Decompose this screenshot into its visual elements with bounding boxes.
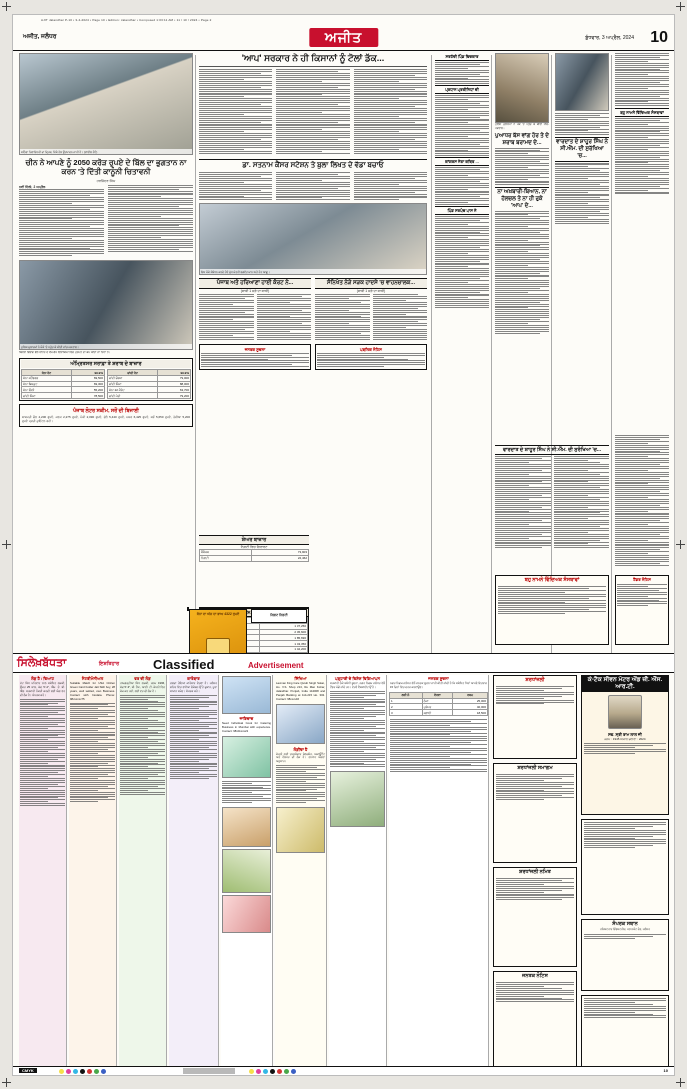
registration-mark-bottomleft [2,1078,11,1087]
brief-4-body [435,216,489,308]
address-ad-text: ਰਜਿਸਟਰਾਰ ਇੰਡਸਟਰੀਜ਼, ਪਠਾਨਕੋਟ ਰੋਡ, ਜਲੰਧਰ [599,927,650,931]
classified-column-1-filler [19,698,66,809]
third-body-b [257,294,312,341]
classified-column-5-body: Need Individual Cook for Catering Business in Mumbai with experience. Contact: 9810xxxx22 [222,721,271,733]
second-body-col-c [354,172,427,201]
address-ad-body [582,932,668,942]
notice-row-2-c: 40,000 [453,704,488,710]
col6-headline: ਪੁਆਧਰ ਬੱਸ ਵਾਂਗ ਹੋਰ ਤੇ ਦੇ ਸ਼ਰਾਬ ਬਰਾਮਦ ਦੇ... [495,132,549,146]
dot-cyan [73,1069,78,1074]
notice-row-1-c: 25,000 [453,698,488,704]
gold-row-1-value: 69,300 [71,381,104,387]
col6-body2 [495,211,549,334]
notice-illustration [222,676,271,714]
index-row-0-value: 73,903 [251,550,308,556]
classified-column-1-head: ਲੋੜ ਹੈ / ਵਿਆਹ [31,676,54,681]
raid-photo [495,53,549,123]
col6-body [495,148,549,185]
classified-column-6-body-2: ਕੰਪਨੀ ਲਈ ਤਜਰਬੇਕਾਰ ਸੇਲਜ਼ਮੈਨ, ਅਕਾਊਂਟੈਂਟ ਅਤੇ ਹੈਲਪਰ ਦੀ ਲੋੜ ਹੈ। ਤਨਖਾਹ ਯੋਗਤਾ ਅਨੁਸਾਰ। [276,751,325,764]
photo-credit-line: ਬਿਜਲੀ ਵਿਭਾਗ ਵੱਲੋਂ ਸ਼ਹਿਰ ਦੇ ਵੱਖ-ਵੱਖ ਇਲਾਕਿਆਂ ਵਿਚ ਮੁਰੰਮਤ ਦਾ ਕੰਮ ਕੀਤਾ ਜਾ ਰਿਹਾ ਹੈ। [19,351,111,355]
lead-photo-caption: ਬਠਿੰਡਾ ਰਿਫ਼ਾਇਨਰੀ ਦਾ ਦ੍ਰਿਸ਼, ਜਿੱਥੇ ਤੇਲ ਉਤਪਾਦਨ ਜਾਰੀ ਹੈ। (ਫ਼ਾਈਲ ਫੋਟੋ) [20,149,192,154]
column-seven [555,53,609,225]
event-photo-caption: ਇਸ ਮੌਕੇ ਸੰਬੋਧਨ ਕਰਦੇ ਹੋਏ ਮੁੱਖ ਮੰਤਰੀ ਭਗਵੰਤ ਮਾਨ ਅਤੇ ਹੋਰ ਆਗੂ। [200,269,426,274]
third-body-a [199,294,254,341]
bse-row-1-value: 1 37,250 [259,623,307,629]
notice-row-3-a: 3 [390,710,423,716]
col7-photo [555,53,609,111]
lead-headline: ਚੀਨ ਨੇ ਆਪਣੇ ਨੂੰ 2050 ਕਰੋੜ ਰੁਪਏ ਦੇ ਬਿੱਲ ਦਾ ਭੁਗਤਾਨ ਨਾ ਕਰਨ 'ਤੇ ਦਿੱਤੀ ਕਾਨੂੰਨੀ ਚਿਤਾਵਨੀ [25,158,187,177]
classified-column-6 [275,675,327,1067]
tender-notice-head: ਟੈਂਡਰ ਨੋਟਿਸ [633,577,651,582]
memorial-photo-ad-head: ਕੇ-ਟੈਕ ਸੀਵਨ ਮੋਟਰ ਐਂਡ ਜ਼ੀ. ਐੱਸ. ਆਰ.ਟੀ. [582,676,668,692]
dot-green-2 [284,1069,289,1074]
column-rule-5 [611,55,612,655]
second-body-col-a [199,172,272,201]
cmyk-label: CMYK [19,1068,37,1073]
bse-head: ਐੱਸ. [200,608,308,617]
third-headline: ਪੰਜਾਬ ਅਤੇ ਹਰਿਆਣਾ ਹਾਈ ਕੋਰਟ ਨੇ... [199,278,311,289]
classified-column-8 [389,675,489,1067]
ad-illustration-bottom [330,771,385,827]
col8-body-c [615,435,669,565]
share-market-note: ਨਿਫ਼ਟੀ ਵਿਚ ਗਿਰਾਵਟ [240,545,268,549]
column-rule-3 [491,55,492,655]
police-photo [19,260,193,350]
silver-row-0-label: ਚਾਂਦੀ ਚੌਰਸਾ [108,375,158,381]
registration-mark-midright [676,540,685,549]
public-notice-left [199,344,311,371]
medical-illustration [222,736,271,778]
dot-yellow [59,1069,64,1074]
registration-mark-bottomright [676,1078,685,1087]
classified-column-3-body: ਰਾਮਗੜ੍ਹੀਆ ਸਿੱਖ ਲੜਕੀ, ਜਨਮ 1996, ਕੱਦ 5'-3", ਬੀ. ਟੈੱਕ., ਆਈ. ਟੀ. ਕੰਪਨੀ ਵਿਚ ਕੰਮ ਕਰ ਰਹੀ, ਲਈ ਵਰ ਦੀ ਲੋੜ ਹੈ। [120,681,165,693]
brief-1-body [435,62,489,84]
column-left [19,53,193,427]
classified-word-advert: Advertisement [248,661,304,670]
column-six [495,53,549,335]
col8-body-a [615,53,669,106]
brief-3-head: ਕਾਂਗਰਸ ਨੇਤਾ ਕਥਿਤ ... [435,157,489,166]
lower-right-body-b [554,456,610,549]
dot-green [94,1069,99,1074]
classified-column-4-body: ਚਲਦਾ ਹੋਇਆ ਕਾਰੋਬਾਰ ਵੇਚਣਾ ਹੈ। ਜਲੰਧਰ ਸ਼ਹਿਰ ਵਿਚ ਵਧੀਆ ਲੋਕੇਸ਼ਨ ਉੱਤੇ ਦੁਕਾਨ, ਪੂਰਾ ਸਾਮਾਨ ਸਮੇਤ। ਸੰਪਰਕ ਕਰੋ। [170,681,217,693]
gold-promo-text: ਸੋਨਾ ਦਾ ਅੱਜ ਦਾ ਭਾਅ 4322 ਰੁਪਏ [196,612,240,616]
gold-row-0-value: 69,500 [71,375,104,381]
education-promo-illustration [276,807,325,853]
notice-table-h1: ਲੜੀ ਨੰ. [390,692,423,698]
fourth-note: (ਬਾਕੀ 1 ਸਫ਼ੇ ਦਾ ਬਾਕੀ) [356,289,386,294]
second-body-col-b [276,172,349,201]
memorial-ad-3 [493,867,577,967]
notice-row-2-a: 2 [390,704,423,710]
dot-blue-2 [291,1069,296,1074]
public-notice-right [315,344,427,371]
gold-rate-table [21,369,105,399]
notice-row-1-b: ਠੇਕਾ [422,698,453,704]
page-number: 10 [650,29,668,46]
column-rule-2 [431,55,432,655]
gold-row-2-value: 55,200 [71,387,104,393]
memorial-ad-1 [493,675,577,759]
final-ad-body [582,996,668,1021]
memorial-portrait [608,695,642,729]
memorial-photo-ad [581,675,669,815]
property-illustration [276,704,325,744]
column-briefs [435,53,489,309]
address-ad [581,919,669,991]
classified-column-3-filler [119,694,166,797]
classified-column-5 [221,675,273,1067]
classified-column-2 [69,675,117,1067]
classified-column-6-filler [275,764,326,805]
memorial-ad-2-body [494,772,576,803]
notice-table-h2: ਵੇਰਵਾ [422,692,453,698]
classified-column-7-head: ਪੜ੍ਹਾਈ ਦੇ ਵਿਸ਼ੇਸ਼ ਵਿਗਿਆਪਨ [335,676,380,681]
memorial-ad-2-head: ਸ਼ਰਧਾਂਜਲੀ ਸਮਾਗਮ [517,765,553,771]
registration-mark-topleft [2,2,11,11]
gold-label: ਸੋਨਾ ਰੇਟ [22,370,72,376]
dot-yellow-2 [249,1069,254,1074]
col8-box-head: ਬਹੁ ਨਾਮਨੇ ਵਿੱਦਿਅਕ ਸੰਸਥਾਵਾਂ [615,108,669,117]
event-photo [199,203,427,275]
classified-column-3-head: ਵਰ ਦੀ ਲੋੜ [134,676,151,681]
silver-row-2-label: ਸੋਨਾ 22 ਕੈਰੇਟ [108,387,158,393]
dot-magenta-2 [256,1069,261,1074]
silver-row-3-label: ਚਾਂਦੀ ਪੱਤੀ [108,393,158,399]
notice-table-h3: ਰਕਮ [453,692,488,698]
issue-date: ਬੁੱਧਵਾਰ, 3 ਅਪ੍ਰੈਲ, 2024 [585,35,634,41]
bse-row-5-value: 1 42,200 [259,646,307,652]
classified-logo: ਸਿਲੇਖ਼ਬੱਧਤਾ [17,657,67,669]
fourth-body-b [373,294,428,341]
classified-notice-head: ਜਨਤਕ ਸੂਚਨਾ [428,676,449,681]
colour-dots-mid [249,1069,296,1074]
second-headline: ਡਾ. ਸਤਨਾਮ ਕੈਂਸਰ ਸਟੇਸ਼ਨ ਤੇ ਬੁਲਾ ਲਿਖਤ ਦੇ ਵੱਡਾ ਬਚਾਓ [199,159,427,171]
registration-mark-topright [676,2,685,11]
classified-column-5-filler [221,780,272,805]
bottom-grey-block [183,1068,235,1074]
press-slug-strip: AJIT Jalandhar P-10 • 3-4-2024 • Page 10 • Edition: Jalandhar • Composed 1:03:11 AM • 11 / 10 / 2024 • Page 2 [41,18,212,22]
contact-ad-body [582,820,668,851]
bse-row-3-value: 1 85,690 [259,635,307,641]
edition-label: ਅਜੀਤ, ਜਲੰਧਰ [23,34,57,40]
gold-tag: 99.9% [71,370,104,376]
tender-notice-box [615,575,669,645]
classified-column-2-head: ਮੈਟਰੀਮੋਨੀਅਲ [81,676,104,681]
index-table [199,549,309,562]
classified-column-4-head: ਕਾਰੋਬਾਰ [187,676,200,681]
main-body-col-c [354,69,427,154]
brief-3-body [435,167,489,204]
gift-nifty-box [251,609,307,623]
main-body-col-b [276,69,349,154]
classified-column-6-body: Laxman King Care Qutub Singh Solan, Ho. V.S. Shop 213, Re Man Kohar, Jalandhar. Punjab, India 144008 and Panjab Banking at 114-215 Ho. 302. Contact: 98xxxx46 [276,681,325,701]
crop-rate-ad [19,404,193,427]
lower-right-body-a [495,456,551,549]
fourth-headline: ਸੰਨਿਖੇਤ ਨੇੜੇ ਸੜਕ ਹਾਦਸੇ 'ਚ ਵਾਹਨਚਾਲਕ... [315,278,427,289]
memorial-ad-1-body [494,684,576,707]
column-rule-1 [195,55,196,655]
newspaper-page [12,14,675,1076]
classified-column-7-filler [329,690,386,770]
memorial-ad-3-body [494,876,576,903]
classified-notice-table [389,692,488,716]
classified-column-1 [19,675,67,1067]
lead-body-lines-a [19,189,104,255]
colour-dots-left [59,1069,106,1074]
main-headline: 'ਆਪ' ਸਰਕਾਰ ਨੇ ਹੀ ਕਿਸਾਨਾਂ ਨੂੰ ਟੋਲਾਂ ਡੱਕ... [241,53,385,63]
silver-row-2-value: 63,700 [158,387,191,393]
final-ad [581,995,669,1067]
market-box [19,358,193,401]
memorial-ad-3-head: ਸ਼ਰਧਾਂਜਲੀ ਨਮਿਤ [519,869,551,875]
classified-column-2-filler [69,702,116,805]
fourth-body-a [315,294,370,341]
bse-row-4-value: 1 43,350 [259,641,307,647]
classified-column-8-filler [389,718,488,774]
share-market-head: ਸ਼ੇਅਰ ਬਾਜ਼ਾਰ [199,535,309,545]
memorial-ad-4-head: ਜਨਤਕ ਨੋਟਿਸ [522,973,548,979]
brief-2-body [435,95,489,156]
classified-column-7 [329,675,387,1067]
col6-sub-headline: ਨਾ ਅਖ਼ਬਾਰੀ-ਬਿਆਨ, ਨਾ ਹੱਲਚਲ ਤੇ ਨਾ ਹੀ ਰੁਕੇ 'ਆਪ' ਦੇ... [495,187,549,210]
col7-body [555,163,609,224]
bse-row-2-value: 2 45,600 [259,629,307,635]
dot-magenta [66,1069,71,1074]
lead-body-col-b [108,185,193,257]
crop-rate-ad-text: ਬਾਸਮਤੀ ਚੌਲ 4,200 ਰੁਪਏ, ਕਣਕ 2,275 ਰੁਪਏ, ਮੱਕੀ 2,090 ਰੁਪਏ, ਛੋਲੇ 5,440 ਰੁਪਏ, ਮਸਰ 6,425 ਰੁਪਏ, ਸਰੋਂ 5,650 ਰੁਪਏ, ਤੋਰੀਆ 5,200 ਰੁਪਏ ਪ੍ਰਤੀ ਕੁਇੰਟਲ ਰਹੀ। [22,415,190,424]
classified-column-6-head: ਸਿੱਖਿਆ [294,676,307,681]
market-box-head: ਅੰਮ੍ਰਿਤਸਰ ਸਰਾਫ਼ਾ ਤੇ ਸ਼ਰਾਬ ਦੇ ਬਾਜ਼ਾਰ [21,360,191,368]
col7-body-top [555,113,609,135]
silver-row-1-label: ਚਾਂਦੀ ਸਿੱਕਾ [108,381,158,387]
classified-column-2-body: Suitable Match for USA Citizen Green Card holder Jatt Sikh boy, 28 years, well settled, own Business. Contact with biodata. Phone: 98xxxxxx75 [70,681,115,701]
main-headline-rule [199,66,427,67]
memorial-ad-1-head: ਸ਼ਰਧਾਂਜਲੀ [525,677,545,683]
dot-blue [101,1069,106,1074]
memorial-ad-2 [493,763,577,863]
notice-row-3-b: ਸਫ਼ਾਈ [422,710,453,716]
ajit-logo: ਅਜੀਤ [309,28,378,47]
jobs-illustration [222,895,271,933]
address-ad-head: ਸੰਪਰਕ ਸਥਾਨ [612,921,638,927]
gold-row-1-label: ਸੋਨਾ ਬਿਸਕੁਟ [22,381,72,387]
brief-1-head: ਸਰਹੱਦੀ ਪਿੰਡ ਵਿਚਕਾਰ [435,53,489,61]
gold-row-0-label: ਸੋਨਾ ਸਟੈਂਡਰਡ [22,375,72,381]
house-illustration [222,849,271,893]
press-colour-bar [13,1066,674,1075]
share-market-column [199,535,309,562]
classified-column-5-head: ਜਾਇਦਾਦ [239,716,254,721]
col8-body-b [615,118,669,194]
brief-4-head: ਪਿੰਡ ਸਰਪੰਚ ਪਾਸ ਨੇ [435,206,489,215]
memorial-photo-ad-body [582,741,668,757]
police-photo-caption: ਪੁਲਿਸ ਮੁਲਾਜ਼ਮਾਂ ਨੇ ਮੌਕੇ 'ਤੇ ਪਹੁੰਚ ਕੇ ਕੀਤੀ ਜਾਂਚ-ਪੜਤਾਲ। [20,344,192,349]
classified-sub-logo: ਇਸ਼ਤਿਹਾਰ [99,661,120,667]
silver-row-3-value: 79,200 [158,393,191,399]
registration-mark-midleft [2,540,11,549]
classified-column-6-head-2: ਲੋੜੀਂਦਾ ਹੈ [293,746,308,752]
brief-2-head: ਪ੍ਰਧਾਨ ਪ੍ਰਤੀਨਿਧਾਂ ਦੀ [435,85,489,94]
gold-row-3-value: 78,500 [71,393,104,399]
memorial-name: ਸਵ. ਸ੍ਰੀ ਰਾਮ ਲਾਲ ਜੀ [608,732,642,737]
lead-body-col-a [19,185,104,257]
notice-row-3-c: 18,500 [453,710,488,716]
lead-dateline: ਨਵੀਂ ਦਿੱਲੀ, 2 ਅਪ੍ਰੈਲ [19,184,46,189]
dot-black-2 [270,1069,275,1074]
memorial-ad-4-body [494,980,576,1005]
classified-notice-body: ਨਗਰ ਨਿਗਮ ਜਲੰਧਰ ਵੱਲੋਂ ਜਨਤਕ ਸੂਚਨਾ ਜਾਰੀ ਕੀਤੀ ਜਾਂਦੀ ਹੈ ਕਿ ਸਬੰਧਿਤ ਧਿਰਾਂ ਆਪਣੇ ਇਤਰਾਜ਼ 15 ਦਿਨਾਂ ਵਿਚ ਦਰਜ ਕਰਵਾਉਣ। [390,681,487,689]
institution-ad-body [496,584,608,617]
lead-byline: ਹਰਜਿੰਦਰ ਸਿੰਘ [96,178,116,183]
public-notice-left-head: ਜਨਤਕ ਸੂਚਨਾ [244,346,266,352]
notice-row-2-b: ਮੁਰੰਮਤ [422,704,453,710]
dot-black [80,1069,85,1074]
silver-row-1-value: 88,000 [158,381,191,387]
column-rule-4 [551,55,552,655]
dot-red [87,1069,92,1074]
notice-row-1-a: 1 [390,698,423,704]
institution-ad-head: ਬਹੁ ਨਾਮਨੇ ਵਿੱਦਿਅਕ ਸੰਸਥਾਵਾਂ [524,577,580,583]
dot-cyan-2 [263,1069,268,1074]
third-note: (ਬਾਕੀ 1 ਸਫ਼ੇ ਦਾ ਬਾਕੀ) [240,289,270,294]
silver-label: ਚਾਂਦੀ ਰੇਟ [108,370,158,376]
lead-body-lines-b [108,185,193,251]
dot-red-2 [277,1069,282,1074]
index-row-1-label: ਨਿਫ਼ਟੀ [200,555,252,561]
classified-column-1-body: ਜੱਟ ਸਿੱਖ ਪਰਿਵਾਰ ਨਾਲ ਸਬੰਧਿਤ ਲੜਕੀ, ਉਮਰ 25 ਸਾਲ, ਕੱਦ 5'-4", ਐੱਮ. ਏ. ਬੀ. ਐੱਡ. ਸਰਕਾਰੀ ਨੌਕਰੀ ਕਰਦੀ ਲਈ ਯੋਗ ਵਰ ਦੀ ਲੋੜ ਹੈ। ਸੰਪਰਕ ਕਰੋ। [20,681,65,697]
classified-column-4 [169,675,219,1067]
index-row-0-label: ਸੈਂਸੈਕਸ [200,550,252,556]
third-story [199,278,311,340]
gift-nifty-label: ਗਿਫ਼ਟ ਨਿਫ਼ਟੀ [270,613,288,617]
public-notice-right-head: ਪਬਲਿਕ ਨੋਟਿਸ [360,346,382,352]
column-eight-lower [615,435,669,567]
institution-ad-box [495,575,609,645]
classified-column-3 [119,675,167,1067]
col7-headline: ਵਾਰਦਾਤ ਦੇ ਸ਼ਾਹੂਰ ਸਿੰਘ ਨੇ ਸੀ.ਐੱਮ. ਦੀ ਸੁਰੱਖਿਆ 'ਚ... [555,137,609,162]
lead-photo [19,53,193,155]
index-row-1-value: 22,462 [251,555,308,561]
classified-word: Classified [153,657,215,672]
main-body-col-a [199,69,272,154]
crop-rate-ad-head: ਪੰਜਾਬ ਲੋਟਰ ਸਕੀਮ, ਸਰੋਂ ਦੀ ਬਿਜਾਈ [73,408,139,415]
bottom-page-number: 10 [663,1068,668,1073]
masthead [13,25,674,51]
gold-row-3-label: ਚਾਂਦੀ ਸਿੱਕਾ [22,393,72,399]
fourth-story [315,278,427,340]
lower-right-block [495,445,609,549]
silver-rate-table [107,369,191,399]
raid-photo-caption: ਪੁਲਿਸ ਮੁਲਾਜ਼ਮਾਂ ਨੇ ਮੌਕੇ 'ਤੇ ਪਹੁੰਚ ਕੇ ਕੀਤੀ ਜਾਂਚ-ਪੜਤਾਲ। [495,123,549,130]
tender-notice-body [616,583,668,608]
silver-row-0-value: 79,000 [158,375,191,381]
lower-right-headline: ਵਾਰਦਾਤ ਦੇ ਸ਼ਾਹੂਰ ਸਿੰਘ ਨੇ ਸੀ.ਐੱਮ. ਦੀ ਸੁਰੱਖਿਆ 'ਚ... [495,445,609,455]
memorial-dates: ਜਨਮ : 1945 ਅਕਾਲ ਚਲਾਣਾ : 2024 [604,737,646,741]
column-eight [615,53,669,195]
classified-column-4-filler [169,694,218,781]
gold-row-2-label: ਸੋਨਾ ਗਿੰਨੀ [22,387,72,393]
contact-ad [581,819,669,915]
business-illustration [222,807,271,847]
memorial-ad-4 [493,971,577,1067]
classified-column-7-body: ਸਰਕਾਰੀ ਠੇਕੇ ਸਬੰਧੀ ਸੂਚਨਾ, ਨਗਰ ਨਿਗਮ ਜਲੰਧਰ ਵੱਲੋਂ ਟੈਂਡਰ ਮੰਗੇ ਜਾਂਦੇ ਹਨ। ਵੇਰਵੇ ਵੈੱਬਸਾਈਟ ਉੱਤੇ। [330,681,385,689]
column-main-story [199,53,427,370]
classified-banner [13,653,674,673]
silver-tag: 99.9% [158,370,191,376]
